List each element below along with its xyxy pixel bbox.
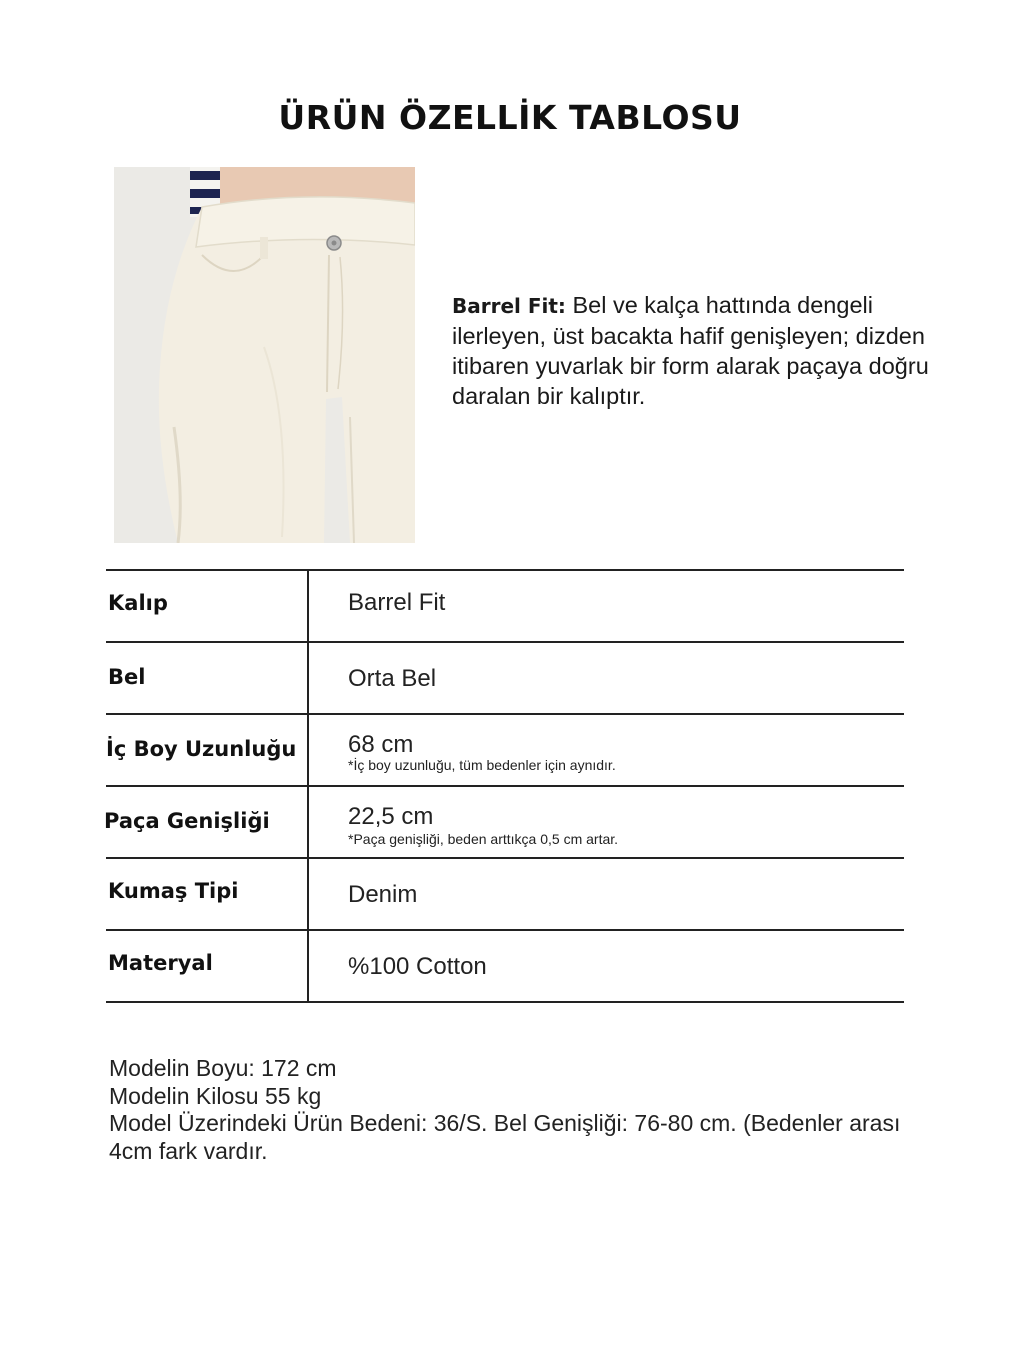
spec-row-kumas (106, 857, 904, 929)
spec-value: 68 cm (348, 731, 414, 758)
fit-description (452, 290, 932, 411)
spec-label: Kumaş Tipi (108, 879, 239, 903)
spec-value: Orta Bel (348, 665, 437, 692)
fit-description-text: Bel ve kalça hattında dengeli ilerleyen, üst bacakta hafif genişleyen; dizden itibaren yuvarlak bir form alarak paçaya doğru daralan bir kalıptır. (452, 292, 929, 409)
page-title: ÜRÜN ÖZELLİK TABLOSU (278, 98, 742, 137)
spec-note: *İç boy uzunluğu, tüm bedenler için aynıdır. (348, 757, 616, 773)
spec-label: Kalıp (108, 591, 168, 615)
fit-description-term: Barrel Fit: (452, 294, 566, 318)
spec-note: *Paça genişliği, beden arttıkça 0,5 cm artar. (348, 831, 619, 847)
column-divider (307, 643, 309, 713)
model-weight: Modelin Kilosu 55 kg (109, 1082, 322, 1109)
model-size: Model Üzerindeki Ürün Bedeni: 36/S. Bel Genişliği: 76-80 cm. (Bedenler arası 4cm fark vardır. (109, 1110, 901, 1164)
spec-row-materyal (106, 929, 904, 1003)
spec-label: Materyal (108, 951, 213, 975)
spec-label: Bel (108, 665, 146, 689)
spec-table (106, 569, 904, 1003)
spec-row-paca (106, 785, 904, 857)
column-divider (307, 931, 309, 1001)
spec-value: Denim (348, 881, 418, 908)
spec-row-ic-boy (106, 713, 904, 785)
model-info (109, 1055, 909, 1165)
column-divider (307, 787, 309, 857)
jeans-image (114, 167, 415, 543)
column-divider (307, 571, 309, 641)
spec-label: İç Boy Uzunluğu (106, 737, 297, 761)
spec-value: 22,5 cm (348, 803, 434, 830)
spec-label: Paça Genişliği (104, 809, 270, 833)
spec-value: %100 Cotton (348, 953, 487, 980)
spec-row-bel (106, 641, 904, 713)
model-height: Modelin Boyu: 172 cm (109, 1055, 337, 1081)
spec-value: Barrel Fit (348, 589, 446, 616)
spec-row-kalip (106, 569, 904, 641)
product-photo (114, 167, 415, 543)
column-divider (307, 715, 309, 785)
column-divider (307, 859, 309, 929)
